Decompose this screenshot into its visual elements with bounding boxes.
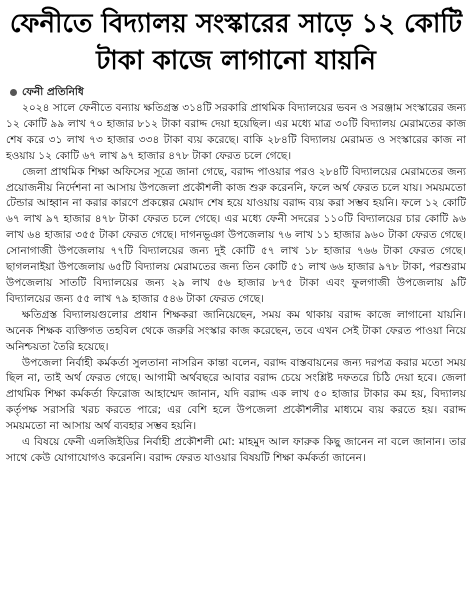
byline-reporter: ফেনী প্রতিনিধি [22, 86, 84, 98]
article-body [6, 101, 466, 467]
paragraph-4: উপজেলা নির্বাহী কর্মকর্তা সুলতানা নাসরিন কান্তা বলেন, বরাদ্দ বাস্তবায়নের জন্য দরপত্র করার মতো সময় ছিল না, তাই অর্থ ফেরত গেছে। আগামী অর্থবছরে আবার বরাদ্দ চেয়ে সংশ্লিষ্ট দফতরে চিঠি দেয়া হবে। জেলা প্রাথমিক শিক্ষা কর্মকর্তা ফিরোজ আহাম্মেদ জানান, যদি বরাদ্দ এক লাখ ৫০ হাজার টাকার কম হয়, বিদ্যালয় কর্তৃপক্ষ সরাসরি খরচ করতে পারে; এর বেশি হলে উপজেলা প্রকৌশলীর মাধ্যমে ব্যয় করতে হয়। বরাদ্দ সময়মতো না আসায় অর্থ ব্যবহার সম্ভব হয়নি। [6, 356, 466, 433]
bullet-icon [10, 89, 17, 96]
paragraph-2: জেলা প্রাথমিক শিক্ষা অফিসের সূত্রে জানা গেছে, বরাদ্দ পাওয়ার পরও ২৮৪টি বিদ্যালয়ের মেরামতের জন্য প্রয়োজনীয় নির্দেশনা না আসায় উপজেলা প্রকৌশলী কাজ শুরু করেননি, ফলে অর্থ ফেরত চলে যায়। সময়মতো টেন্ডার আহ্বান না করার কারণে প্রকল্পের মেয়াদ শেষ হয়ে যাওয়ায় বরাদ্দ ব্যয় করা সম্ভব হয়নি। ফলে ১২ কোটি ৬৭ লাখ ৯৭ হাজার ৪৭৮ টাকা ফেরত চলে গেছে। এর মধ্যে ফেনী সদরের ১১০টি বিদ্যালয়ের চার কোটি ৯৬ লাখ ৬৪ হাজার ৩৫৫ টাকা ফেরত গেছে। দাগনভূঞা উপজেলায় ৭৬ লাখ ১১ হাজার ৯৬০ টাকা ফেরত গেছে। সোনাগাজী উপজেলায় ৭৭টি বিদ্যালয়ের জন্য দুই কোটি ৫৭ লাখ ১৮ হাজার ৭৬৬ টাকা ফেরত গেছে। ছাগলনাইয়া উপজেলায় ৬৫টি বিদ্যালয় মেরামতের জন্য তিন কোটি ৫১ লাখ ৬৬ হাজার ৯৭৮ টাকা, পরশুরাম উপজেলায় সাতটি বিদ্যালয়ের জন্য ২৯ লাখ ৫৬ হাজার ৮৭৫ টাকা এবং ফুলগাজী উপজেলায় ৯টি বিদ্যালয়ের জন্য ৫৫ লাখ ৭৯ হাজার ৫৪৬ টাকা ফেরত গেছে। [6, 165, 466, 305]
paragraph-1: ২০২৪ সালে ফেনীতে বন্যায় ক্ষতিগ্রস্ত ৩১৪টি সরকারি প্রাথমিক বিদ্যালয়ের ভবন ও সরঞ্জাম সংস্কারের জন্য ১২ কোটি ৯৯ লাখ ৭০ হাজার ৮১২ টাকা বরাদ্দ দেয়া হয়েছিল। এর মধ্যে মাত্র ৩০টি বিদ্যালয় মেরামতের কাজ শেষ করে ৩১ লাখ ৭৩ হাজার ৩৩৪ টাকা ব্যয় করেছে। বাকি ২৮৪টি বিদ্যালয় মেরামত ও সংস্কারের কাজ না হওয়ায় ১২ কোটি ৬৭ লাখ ৯৭ হাজার ৪৭৮ টাকা ফেরত চলে গেছে। [6, 102, 466, 162]
byline [10, 85, 466, 99]
article-headline: ফেনীতে বিদ্যালয় সংস্কারের সাড়ে ১২ কোটি টাকা কাজে লাগানো যায়নি [9, 9, 463, 76]
paragraph-3: ক্ষতিগ্রস্ত বিদ্যালয়গুলোর প্রধান শিক্ষকরা জানিয়েছেন, সময় কম থাকায় বরাদ্দ কাজে লাগানো যায়নি। অনেক শিক্ষক ব্যক্তিগত তহবিল থেকে জরুরি সংস্কার কাজ করেছেন, তবে এখন সেই টাকা ফেরত পাওয়া নিয়ে অনিশ্চয়তা তৈরি হয়েছে। [6, 308, 466, 353]
paragraph-5: এ বিষয়ে ফেনী এলজিইডির নির্বাহী প্রকৌশলী মো: মাহমুদ আল ফারুক কিছু জানেন না বলে জানান। তার সাথে কেউ যোগাযোগও করেননি। বরাদ্দ ফেরত যাওয়ার বিষয়টি শিক্ষা কর্মকর্তা জানেন। [6, 436, 466, 464]
